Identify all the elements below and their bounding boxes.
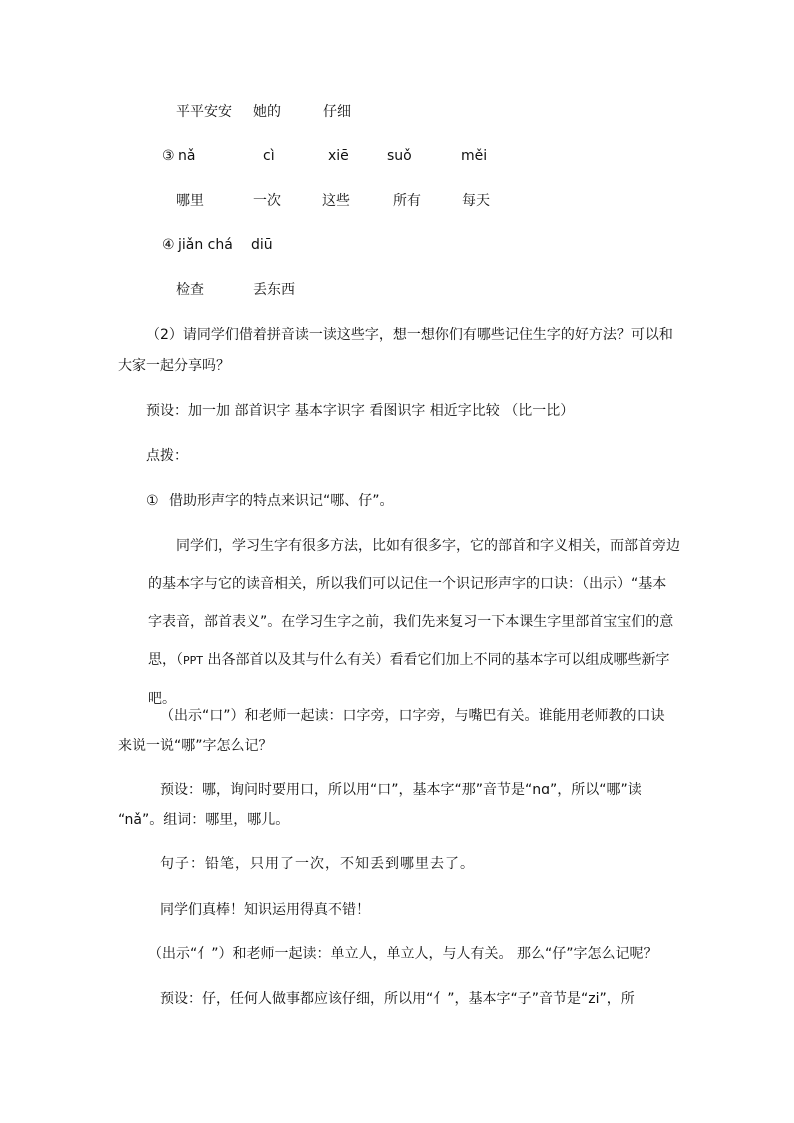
word-zhexie: 这些 [322,193,350,209]
hint-label: 点拨： [146,448,188,464]
question-2-line1: （2）请同学们借着拼音读一读这些字，想一想你们有哪些记住生字的好方法？可以和 [146,327,673,343]
point-1-text: 借助形声字的特点来识记“哪、仔”。 [169,493,394,509]
pinyin-diu: diū [251,237,273,253]
paragraph-phonetic-intro: 同学们，学习生字有很多方法，比如有很多字，它的部首和字义相关，而部首旁边的基本字与它的读音相关，所以我们可以记住一个识记形声字的口诀：（出示）“基本字表音，部首表义”。在学习生字之前，我们先来复习一下本课生字里部首宝宝们的意思，（PPT 出各部首以及其与什么有关）看看它们加上不同的基本字可以组成哪些新字吧。 [148,538,680,707]
pinyin-mei: měi [461,148,488,164]
word-pingpinganan: 平平安安 [176,104,232,120]
item-number-4: ④ [162,237,175,253]
word-zixi: 仔细 [323,104,351,120]
praise-text: 同学们真棒！知识运用得真不错！ [160,902,370,918]
preset-na-line1: 预设：哪，询问时要用口，所以用“口”，基本字“那”音节是“nɑ”，所以“哪”读 [160,782,642,798]
pinyin-na: nǎ [178,148,196,164]
word-nali: 哪里 [176,193,204,209]
pinyin-jiancha: jiǎn chá [178,237,233,253]
paragraph-ren: （出示“亻”）和老师一起读：单立人，单立人，与人有关。 那么“仔”字怎么记呢？ [148,946,658,962]
paragraph-kou-line1: （出示“口”）和老师一起读：口字旁，口字旁，与嘴巴有关。谁能用老师教的口诀 [160,708,665,724]
word-jiancha: 检查 [176,282,204,298]
word-diudongxi: 丢东西 [253,282,295,298]
example-sentence: 句子：铅笔，只用了一次，不知丢到哪里去了。 [160,856,475,872]
word-tade: 她的 [253,104,281,120]
item-number-3: ③ [162,148,175,164]
paragraph-kou-line2: 来说一说“哪”字怎么记？ [118,738,273,754]
word-meitian: 每天 [462,193,490,209]
question-2-line2: 大家一起分享吗？ [118,358,230,374]
word-yici: 一次 [253,193,281,209]
pinyin-suo: suǒ [387,148,412,164]
word-suoyou: 所有 [393,193,421,209]
preset-zai: 预设：仔，任何人做事都应该仔细，所以用“亻”，基本字“子”音节是“zi”，所 [160,991,635,1007]
pinyin-xie: xiē [328,148,349,164]
point-1-number: ① [146,493,159,509]
preset-na-line2: “nǎ”。组词：哪里，哪儿。 [118,812,290,828]
preset-methods: 预设：加一加 部首识字 基本字识字 看图识字 相近字比较 （比一比） [146,403,575,419]
pinyin-ci: cì [263,148,275,164]
